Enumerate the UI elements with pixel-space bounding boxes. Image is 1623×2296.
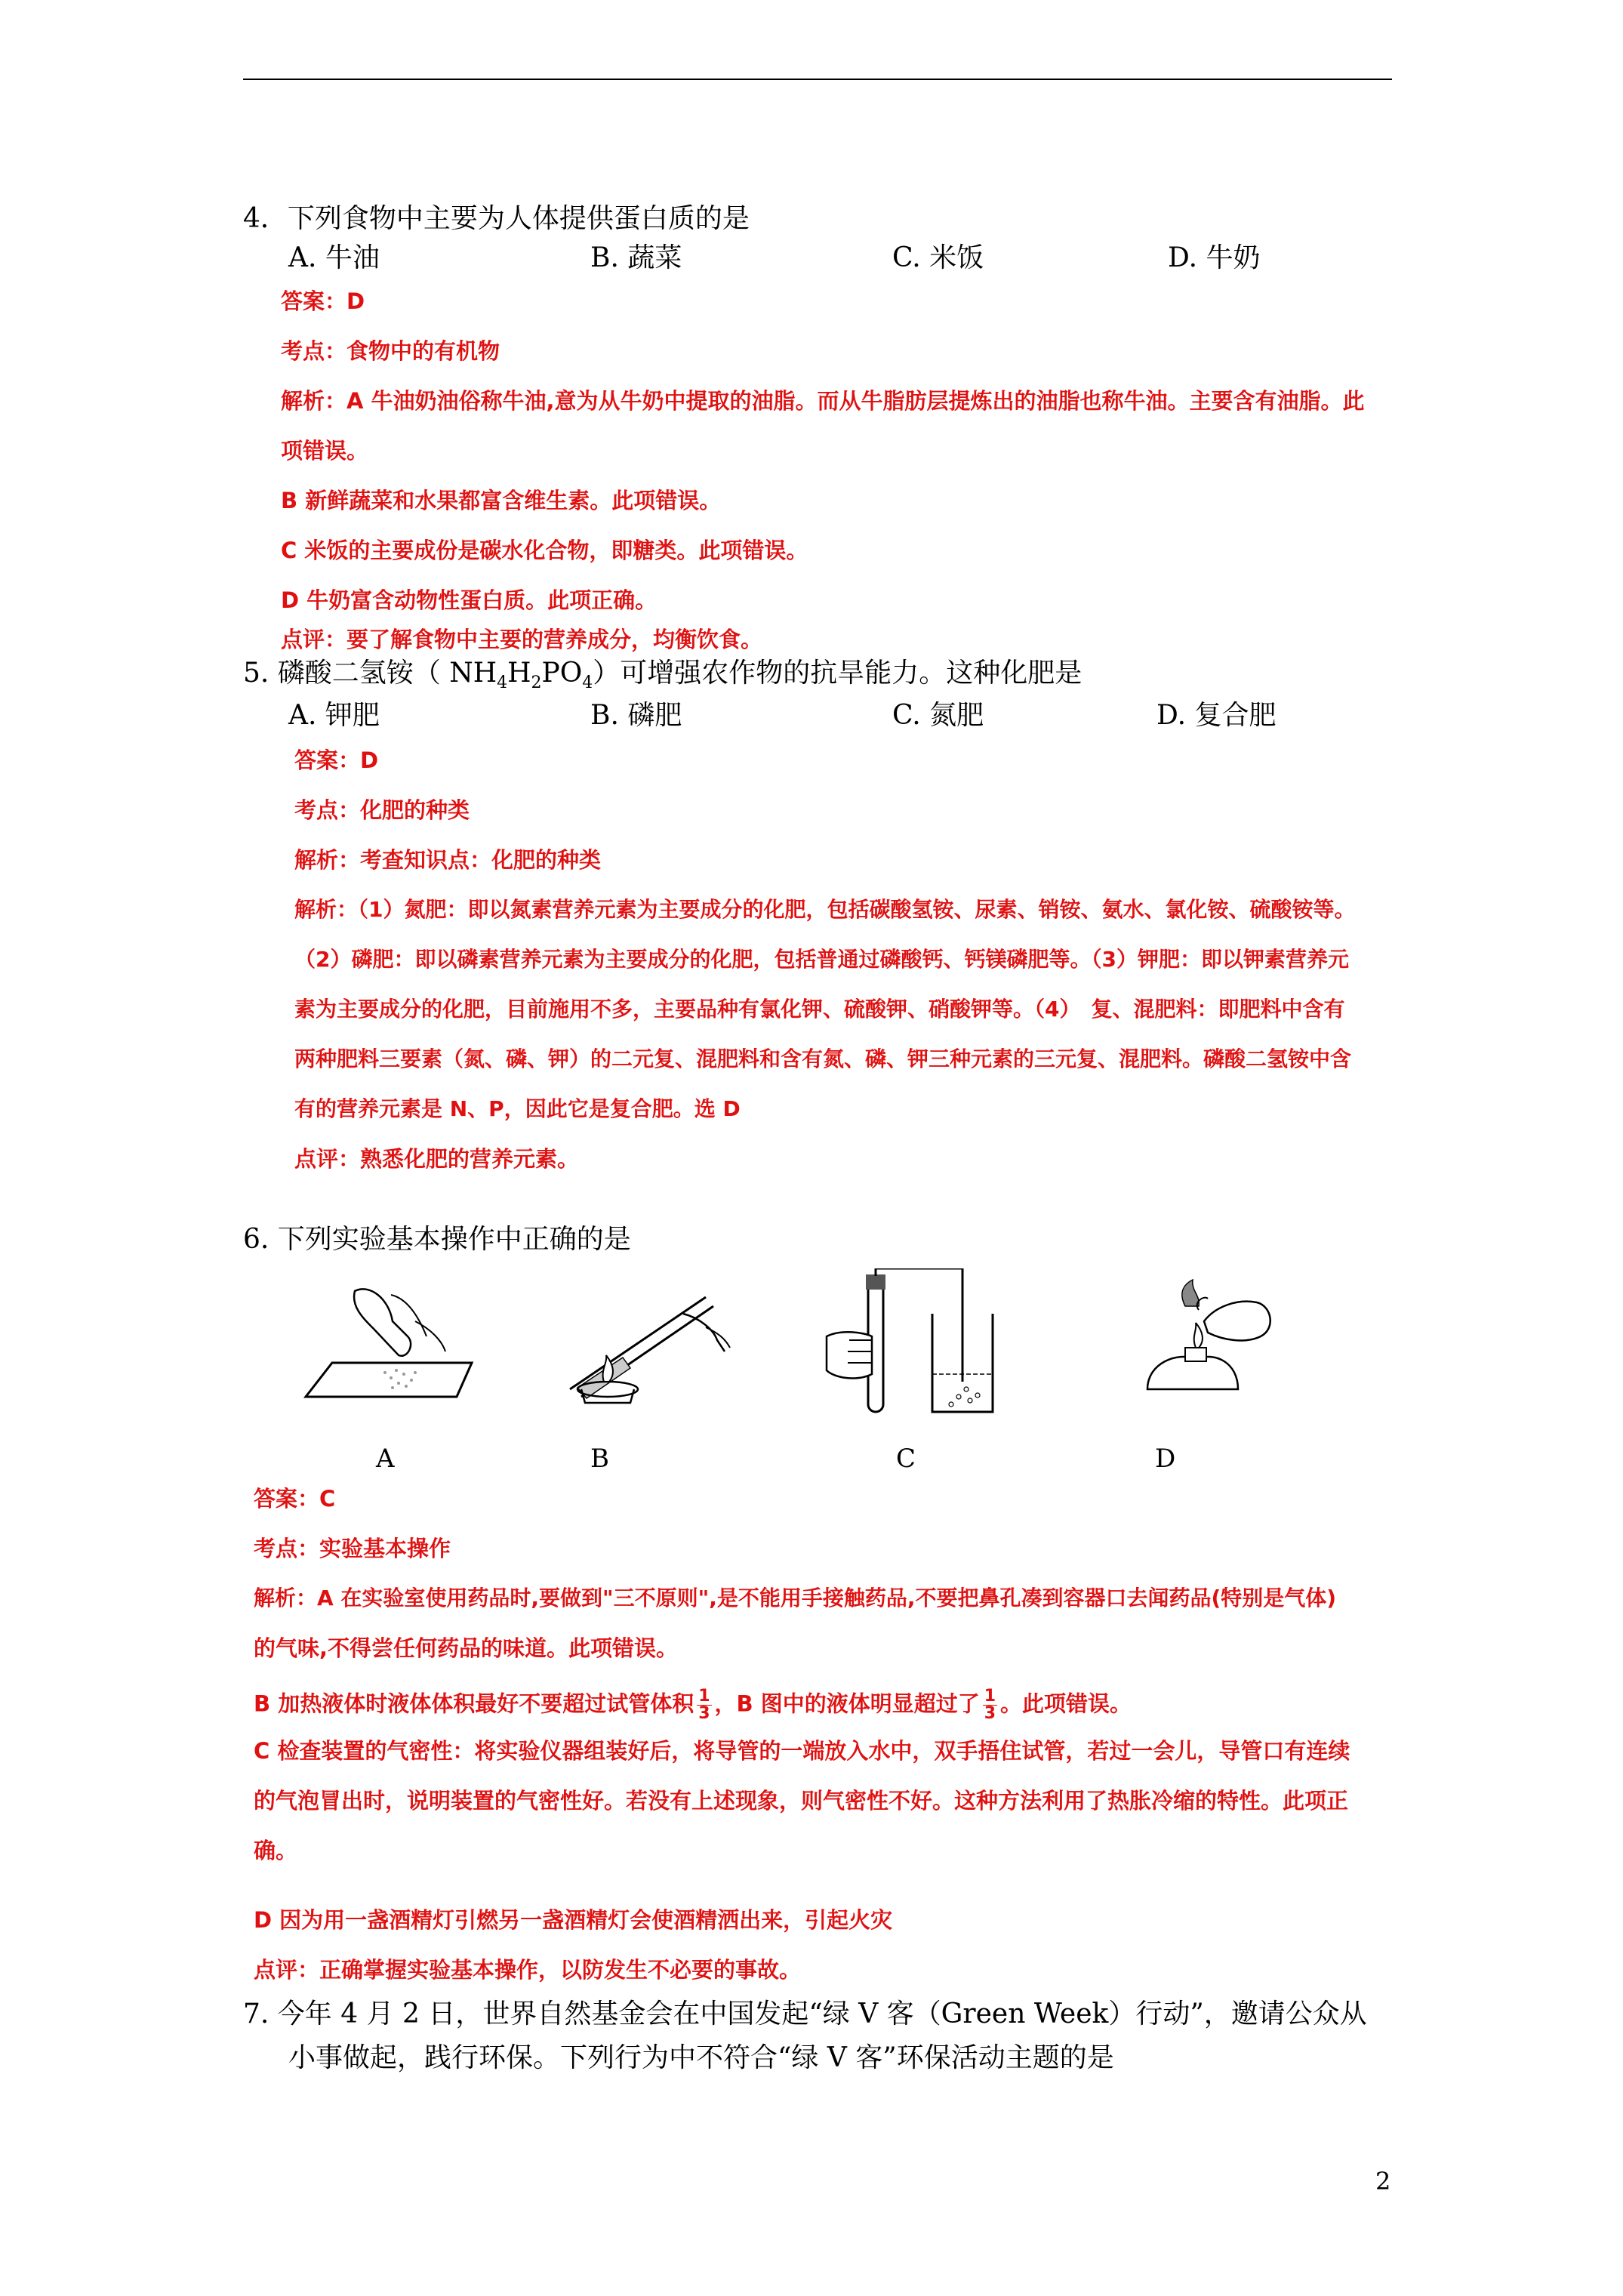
q5-analysis-line: 两种肥料三要素（氮、磷、钾）的二元复、混肥料和含有氮、磷、钾三种元素的三元复、混肥料。磷酸二氢铵中含 [294, 1046, 1352, 1071]
q6-analysis-line: 确。 [254, 1838, 298, 1863]
q6-analysis-line: 的气泡冒出时，说明装置的气密性好。若没有上述现象，则气密性不好。这种方法利用了热胀冷缩的特性。此项正 [254, 1788, 1349, 1814]
q4-analysis-line: B 新鲜蔬菜和水果都富含维生素。此项错误。 [281, 488, 722, 513]
figure-label-d: D [1155, 1444, 1176, 1474]
q4-analysis-line: C 米饭的主要成份是碳水化合物，即糖类。此项错误。 [281, 538, 808, 563]
q5-stem-post: ）可增强农作物的抗旱能力。这种化肥是 [593, 658, 1083, 689]
q6-comment: 点评：正确掌握实验基本操作，以防发生不必要的事故。 [254, 1957, 802, 1983]
figure-label-a: A [376, 1444, 395, 1474]
q4-analysis-line: 项错误。 [281, 438, 369, 464]
figure-a-illustration [302, 1276, 483, 1404]
q6-analysis-line: C 检查装置的气密性：将实验仪器组装好后，将导管的一端放入水中，双手捂住试管，若过一会儿，导管口有连续 [254, 1738, 1350, 1764]
q5-analysis-line: 素为主要成分的化肥，目前施用不多，主要品种有氯化钾、硫酸钾、硝酸钾等。（4） 复、混肥料：即肥料中含有 [294, 997, 1345, 1022]
q5-stem-mid: H [507, 658, 531, 689]
q5-stem-sub: 4 [582, 673, 593, 693]
q4-analysis-line: D 牛奶富含动物性蛋白质。此项正确。 [281, 587, 658, 613]
q5-point: 考点：化肥的种类 [294, 797, 470, 823]
q4-option-b: B. 蔬菜 [590, 242, 682, 273]
fraction-numerator: 1 [698, 1687, 710, 1706]
q4-option-a: A. 牛油 [288, 242, 380, 273]
q4-stem: 4．下列食物中主要为人体提供蛋白质的是 [243, 203, 750, 234]
q5-comment: 点评：熟悉化肥的营养元素。 [294, 1146, 580, 1172]
q4-analysis-line: 解析：A 牛油奶油俗称牛油,意为从牛奶中提取的油脂。而从牛脂肪层提炼出的油脂也称牛油。主要含有油脂。此 [281, 388, 1365, 414]
q5-analysis-line: 有的营养元素是 N、P，因此它是复合肥。选 D [294, 1096, 741, 1121]
q7-stem-line1: 7. 今年 4 月 2 日，世界自然基金会在中国发起“绿 V 客（Green Week）行动”，邀请公众从 [243, 1999, 1367, 2029]
q6-b-line-post: 。此项错误。 [1000, 1690, 1132, 1717]
q6-analysis-b-line [254, 1688, 1132, 1722]
q4-option-c: C. 米饭 [892, 242, 984, 273]
q5-stem-sub: 2 [531, 673, 542, 693]
header-rule [243, 79, 1392, 80]
figure-b-illustration [555, 1284, 736, 1404]
q6-b-line-mid: ，B 图中的液体明显超过了 [714, 1690, 980, 1717]
fraction-one-third [983, 1688, 997, 1722]
fraction-denominator: 3 [698, 1704, 710, 1723]
q5-option-d: D. 复合肥 [1156, 700, 1277, 731]
q4-option-d: D. 牛奶 [1168, 242, 1261, 273]
q5-option-c: C. 氮肥 [892, 700, 984, 731]
page-number: 2 [1375, 2167, 1391, 2196]
figure-label-b: B [590, 1444, 609, 1474]
figure-c-illustration [819, 1268, 1000, 1419]
q6-b-line-pre: B 加热液体时液体体积最好不要超过试管体积 [254, 1690, 694, 1717]
q5-stem [243, 658, 1082, 698]
q5-answer: 答案：D [294, 747, 379, 773]
q7-stem-line2: 小事做起，践行环保。下列行为中不符合“绿 V 客”环保活动主题的是 [288, 2042, 1114, 2073]
q4-point: 考点：食物中的有机物 [281, 338, 500, 364]
q6-point: 考点：实验基本操作 [254, 1536, 451, 1561]
q6-analysis-line: 的气味,不得尝任何药品的味道。此项错误。 [254, 1635, 679, 1661]
figure-label-c: C [896, 1444, 916, 1474]
q6-stem: 6. 下列实验基本操作中正确的是 [243, 1224, 631, 1255]
q5-option-a: A. 钾肥 [288, 700, 380, 731]
fraction-numerator: 1 [984, 1687, 996, 1706]
figure-d-illustration [1132, 1276, 1283, 1412]
q4-answer: 答案：D [281, 288, 365, 314]
q4-comment: 点评：要了解食物中主要的营养成分，均衡饮食。 [281, 627, 763, 652]
q6-analysis-line: 解析：A 在实验室使用药品时,要做到"三不原则",是不能用手接触药品,不要把鼻孔凑到容器口去闻药品(特别是气体) [254, 1586, 1337, 1610]
q5-analysis-line: 解析：（1）氮肥：即以氮素营养元素为主要成分的化肥，包括碳酸氢铵、尿素、销铵、氨水、氯化铵、硫酸铵等。 [294, 897, 1356, 922]
q5-analysis-head: 解析：考查知识点：化肥的种类 [294, 847, 602, 873]
q5-stem-pre: 5. 磷酸二氢铵（ NH [243, 658, 497, 689]
q6-answer: 答案：C [254, 1486, 336, 1512]
fraction-one-third [697, 1688, 711, 1722]
q5-stem-mid: PO [541, 658, 583, 689]
q5-stem-sub: 4 [497, 673, 508, 693]
q5-analysis-line: （2）磷肥：即以磷素营养元素为主要成分的化肥，包括普通过磷酸钙、钙镁磷肥等。（3）钾肥：即以钾素营养元 [294, 947, 1349, 972]
q5-option-b: B. 磷肥 [590, 700, 682, 731]
q6-analysis-line: D 因为用一盏酒精灯引燃另一盏酒精灯会使酒精洒出来，引起火灾 [254, 1907, 893, 1933]
fraction-denominator: 3 [984, 1704, 996, 1723]
